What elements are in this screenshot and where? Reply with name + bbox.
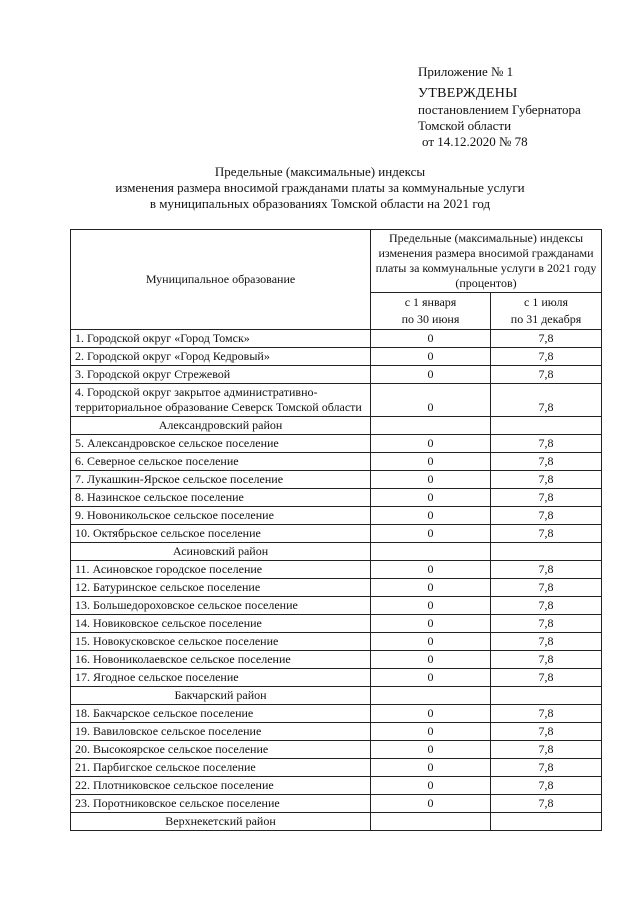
table-row <box>71 741 602 759</box>
municipality-name: 19. Вавиловское сельское поселение <box>71 723 371 741</box>
header-first-half-line-1: с 1 января <box>404 295 457 309</box>
index-second-half: 7,8 <box>491 615 602 633</box>
table-row <box>71 795 602 813</box>
table-row <box>71 348 602 366</box>
table-row <box>71 453 602 471</box>
header-second-half-line-2: по 31 декабря <box>510 312 582 326</box>
table-row <box>71 615 602 633</box>
municipality-name: 10. Октябрьское сельское поселение <box>71 525 371 543</box>
index-second-half: 7,8 <box>491 471 602 489</box>
header-first-half-line-2: по 30 июня <box>401 312 460 326</box>
index-first-half: 0 <box>371 723 491 741</box>
index-first-half: 0 <box>371 471 491 489</box>
index-second-half: 7,8 <box>491 525 602 543</box>
approved-by-line: постановлением Губернатора <box>418 102 581 117</box>
approved-label: УТВЕРЖДЕНЫ <box>418 86 518 101</box>
index-second-half: 7,8 <box>491 705 602 723</box>
municipality-name: 5. Александровское сельское поселение <box>71 435 371 453</box>
municipality-name: 1. Городской округ «Город Томск» <box>71 330 371 348</box>
municipality-name: 18. Бакчарское сельское поселение <box>71 705 371 723</box>
appendix-label: Приложение № 1 <box>418 64 514 79</box>
index-first-half: 0 <box>371 597 491 615</box>
table-row <box>71 489 602 507</box>
header-first-half <box>371 293 491 330</box>
municipality-name: 16. Новониколаевское сельское поселение <box>71 651 371 669</box>
index-first-half: 0 <box>371 348 491 366</box>
table-row <box>71 525 602 543</box>
district-header-row <box>71 687 602 705</box>
table-row <box>71 366 602 384</box>
municipality-name: 3. Городской округ Стрежевой <box>71 366 371 384</box>
title-line-2: изменения размера вносимой гражданами платы за коммунальные услуги <box>115 180 525 195</box>
municipality-name: 6. Северное сельское поселение <box>71 453 371 471</box>
municipality-name: 9. Новоникольское сельское поселение <box>71 507 371 525</box>
empty-cell <box>491 813 602 831</box>
table-row <box>71 633 602 651</box>
table-row <box>71 384 602 417</box>
district-name: Верхнекетский район <box>71 813 371 831</box>
municipality-name: 12. Батуринское сельское поселение <box>71 579 371 597</box>
index-second-half: 7,8 <box>491 633 602 651</box>
table-row <box>71 759 602 777</box>
index-second-half: 7,8 <box>491 669 602 687</box>
index-first-half: 0 <box>371 759 491 777</box>
document-title <box>0 164 640 212</box>
index-first-half: 0 <box>371 651 491 669</box>
table-row <box>71 705 602 723</box>
index-second-half: 7,8 <box>491 330 602 348</box>
table-row <box>71 471 602 489</box>
index-second-half: 7,8 <box>491 777 602 795</box>
index-first-half: 0 <box>371 489 491 507</box>
approved-date-line: от 14.12.2020 № 78 <box>422 134 528 149</box>
table-row <box>71 579 602 597</box>
table-row <box>71 669 602 687</box>
table-row <box>71 651 602 669</box>
index-first-half: 0 <box>371 705 491 723</box>
empty-cell <box>371 543 491 561</box>
district-header-row <box>71 543 602 561</box>
municipality-name: 4. Городской округ закрытое административно-территориальное образование Северск Томской области <box>71 384 371 417</box>
municipality-name: 14. Новиковское сельское поселение <box>71 615 371 633</box>
header-second-half-line-1: с 1 июля <box>524 295 568 309</box>
index-second-half: 7,8 <box>491 507 602 525</box>
table-row <box>71 435 602 453</box>
index-first-half: 0 <box>371 366 491 384</box>
district-header-row <box>71 813 602 831</box>
table-row <box>71 561 602 579</box>
title-line-3: в муниципальных образованиях Томской области на 2021 год <box>149 196 491 211</box>
index-second-half: 7,8 <box>491 384 602 417</box>
index-first-half: 0 <box>371 777 491 795</box>
municipality-name: 7. Лукашкин-Ярское сельское поселение <box>71 471 371 489</box>
municipality-name: 20. Высокоярское сельское поселение <box>71 741 371 759</box>
municipality-name: 22. Плотниковское сельское поселение <box>71 777 371 795</box>
approval-block <box>418 64 581 150</box>
table-row <box>71 507 602 525</box>
index-second-half: 7,8 <box>491 489 602 507</box>
index-first-half: 0 <box>371 579 491 597</box>
index-first-half: 0 <box>371 669 491 687</box>
district-header-row <box>71 417 602 435</box>
index-second-half: 7,8 <box>491 759 602 777</box>
table-row <box>71 777 602 795</box>
table-row <box>71 330 602 348</box>
empty-cell <box>491 417 602 435</box>
index-second-half: 7,8 <box>491 651 602 669</box>
approved-region-line: Томской области <box>418 118 512 133</box>
index-first-half: 0 <box>371 561 491 579</box>
index-first-half: 0 <box>371 330 491 348</box>
index-second-half: 7,8 <box>491 723 602 741</box>
municipality-name: 23. Поротниковское сельское поселение <box>71 795 371 813</box>
index-second-half: 7,8 <box>491 795 602 813</box>
municipality-name: 8. Назинское сельское поселение <box>71 489 371 507</box>
index-second-half: 7,8 <box>491 579 602 597</box>
index-second-half: 7,8 <box>491 561 602 579</box>
index-first-half: 0 <box>371 615 491 633</box>
index-first-half: 0 <box>371 507 491 525</box>
index-first-half: 0 <box>371 384 491 417</box>
indices-table <box>70 229 602 831</box>
municipality-name: 2. Городской округ «Город Кедровый» <box>71 348 371 366</box>
index-first-half: 0 <box>371 435 491 453</box>
index-second-half: 7,8 <box>491 597 602 615</box>
header-municipality: Муниципальное образование <box>71 230 371 330</box>
empty-cell <box>371 417 491 435</box>
district-name: Александровский район <box>71 417 371 435</box>
empty-cell <box>371 687 491 705</box>
municipality-name: 13. Большедороховское сельское поселение <box>71 597 371 615</box>
header-index-group: Предельные (максимальные) индексы изменения размера вносимой гражданами платы за коммунальные услуги в 2021 году (процентов) <box>371 230 602 293</box>
index-first-half: 0 <box>371 525 491 543</box>
index-second-half: 7,8 <box>491 366 602 384</box>
municipality-name: 17. Ягодное сельское поселение <box>71 669 371 687</box>
index-first-half: 0 <box>371 795 491 813</box>
index-first-half: 0 <box>371 633 491 651</box>
empty-cell <box>371 813 491 831</box>
title-line-1: Предельные (максимальные) индексы <box>214 164 426 179</box>
municipality-name: 21. Парбигское сельское поселение <box>71 759 371 777</box>
municipality-name: 11. Асиновское городское поселение <box>71 561 371 579</box>
empty-cell <box>491 543 602 561</box>
index-second-half: 7,8 <box>491 435 602 453</box>
table-row <box>71 723 602 741</box>
index-second-half: 7,8 <box>491 453 602 471</box>
district-name: Бакчарский район <box>71 687 371 705</box>
district-name: Асиновский район <box>71 543 371 561</box>
index-second-half: 7,8 <box>491 348 602 366</box>
index-second-half: 7,8 <box>491 741 602 759</box>
table-body <box>71 330 602 831</box>
index-first-half: 0 <box>371 453 491 471</box>
table-row <box>71 597 602 615</box>
empty-cell <box>491 687 602 705</box>
index-first-half: 0 <box>371 741 491 759</box>
header-second-half <box>491 293 602 330</box>
municipality-name: 15. Новокусковское сельское поселение <box>71 633 371 651</box>
